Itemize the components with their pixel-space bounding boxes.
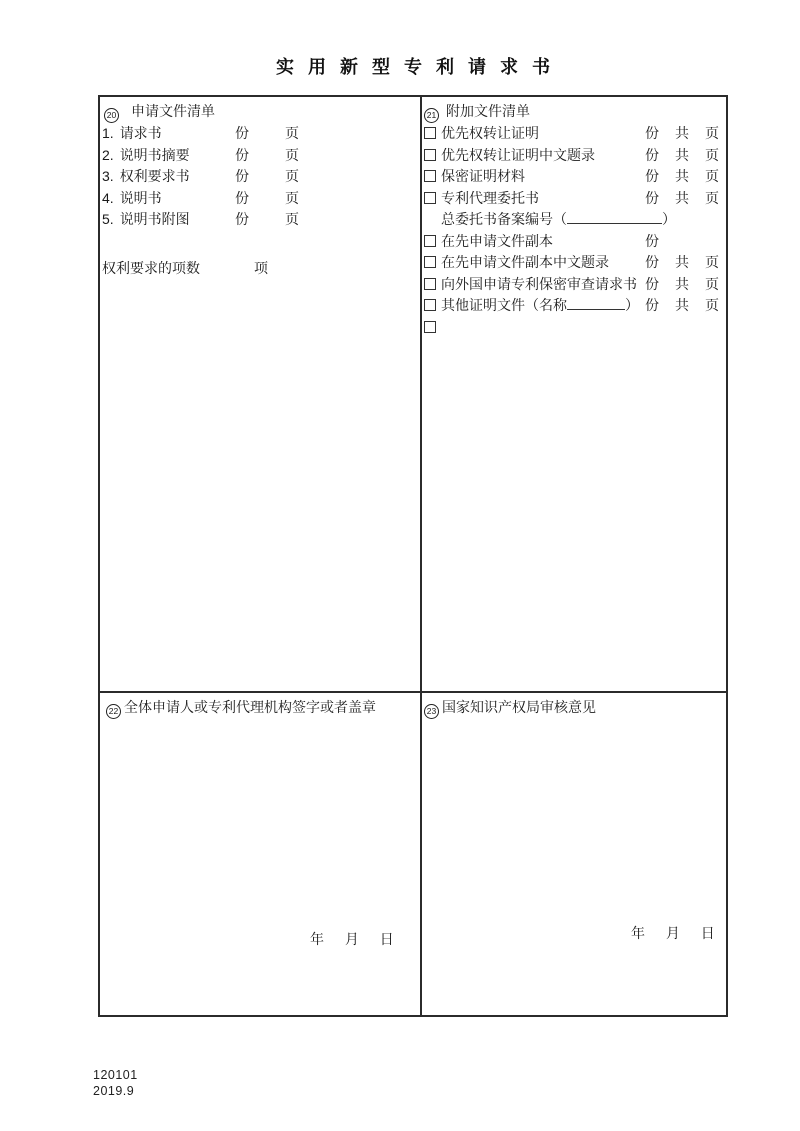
checkbox-icon[interactable] xyxy=(424,170,436,182)
date-line: 年 月 日 xyxy=(631,925,715,941)
item-label: 其他证明文件（名称 ） xyxy=(441,297,639,313)
unit-copies: 份 xyxy=(645,297,659,313)
item-label: 优先权转让证明 xyxy=(441,125,539,141)
list-item xyxy=(424,188,726,210)
item-label: 说明书 xyxy=(119,189,162,206)
page-title: 实用新型专利请求书 xyxy=(276,57,564,77)
circled-number-22-icon: 22 xyxy=(106,704,121,719)
list-item xyxy=(424,252,726,274)
unit-pages: 页 xyxy=(705,146,719,163)
unit-pages: 页 xyxy=(705,254,719,270)
checkbox-icon[interactable] xyxy=(424,149,436,161)
unit-copies: 份 xyxy=(645,168,659,184)
unit-pages: 页 xyxy=(285,189,299,206)
list-item xyxy=(424,295,726,317)
section-review xyxy=(422,693,726,1015)
form-version: 2019.9 xyxy=(93,1084,135,1098)
unit-copies: 份 xyxy=(645,275,659,292)
item-label: 请求书 xyxy=(119,125,162,141)
list-item xyxy=(424,231,726,253)
section-heading-signature xyxy=(106,698,418,719)
list-item xyxy=(424,166,726,188)
section-heading-label: 国家知识产权局审核意见 xyxy=(442,699,596,715)
section-heading-label: 附加文件清单 xyxy=(446,103,530,119)
item-number: 4. xyxy=(102,189,114,206)
section-heading-application-docs xyxy=(104,102,418,123)
item-number: 3. xyxy=(102,168,114,184)
section-application-docs xyxy=(100,97,422,693)
unit-pages: 页 xyxy=(705,275,719,292)
list-item xyxy=(102,209,418,231)
additional-doc-list xyxy=(424,123,726,338)
unit-pages: 页 xyxy=(285,125,299,141)
unit-copies: 份 xyxy=(645,254,659,270)
item-label: 说明书附图 xyxy=(119,211,190,227)
list-item xyxy=(102,123,418,145)
unit-total: 共 xyxy=(675,297,689,313)
unit-pages: 页 xyxy=(705,125,719,141)
unit-total: 共 xyxy=(675,254,689,270)
fill-in-blank[interactable] xyxy=(567,211,662,224)
list-item xyxy=(102,166,418,188)
unit-copies: 份 xyxy=(235,125,249,141)
unit-pages: 页 xyxy=(705,297,719,313)
circled-number-23-icon: 23 xyxy=(424,704,439,719)
application-doc-list xyxy=(102,123,418,231)
checkbox-icon[interactable] xyxy=(424,278,436,290)
section-heading-label: 全体申请人或专利代理机构签字或者盖章 xyxy=(124,699,376,715)
item-number: 2. xyxy=(102,146,114,163)
unit-copies: 份 xyxy=(645,232,659,249)
list-item xyxy=(424,317,726,339)
unit-total: 共 xyxy=(675,146,689,163)
unit-copies: 份 xyxy=(235,189,249,206)
claims-count-label: 权利要求的项数 xyxy=(102,260,200,276)
checkbox-icon[interactable] xyxy=(424,299,436,311)
unit-total: 共 xyxy=(675,189,689,206)
unit-total: 共 xyxy=(675,275,689,292)
unit-copies: 份 xyxy=(235,168,249,184)
item-label: 总委托书备案编号（ ） xyxy=(441,211,676,227)
unit-copies: 份 xyxy=(645,125,659,141)
list-item xyxy=(424,209,726,231)
unit-copies: 份 xyxy=(235,211,249,227)
checkbox-icon[interactable] xyxy=(424,235,436,247)
item-number: 1. xyxy=(102,125,114,141)
item-number: 5. xyxy=(102,211,114,227)
unit-copies: 份 xyxy=(235,146,249,163)
item-label: 向外国申请专利保密审查请求书 xyxy=(441,275,637,292)
item-label: 说明书摘要 xyxy=(119,146,190,163)
checkbox-icon[interactable] xyxy=(424,127,436,139)
item-label: 权利要求书 xyxy=(119,168,190,184)
claims-count-line xyxy=(102,258,418,280)
form-footer xyxy=(93,1067,138,1099)
checkbox-icon[interactable] xyxy=(424,321,436,333)
claims-count-unit: 项 xyxy=(254,260,268,276)
unit-pages: 页 xyxy=(705,168,719,184)
unit-pages: 页 xyxy=(285,211,299,227)
unit-pages: 页 xyxy=(285,146,299,163)
circled-number-20-icon: 20 xyxy=(104,108,119,123)
unit-copies: 份 xyxy=(645,189,659,206)
item-label: 保密证明材料 xyxy=(441,168,525,184)
section-additional-docs xyxy=(422,97,726,693)
unit-copies: 份 xyxy=(645,146,659,163)
item-label: 在先申请文件副本 xyxy=(441,232,553,249)
list-item xyxy=(102,145,418,167)
list-item xyxy=(102,188,418,210)
unit-total: 共 xyxy=(675,168,689,184)
unit-pages: 页 xyxy=(705,189,719,206)
unit-total: 共 xyxy=(675,125,689,141)
form-table xyxy=(98,95,728,1017)
section-heading-additional-docs xyxy=(424,102,724,123)
section-heading-label: 申请文件清单 xyxy=(131,103,215,119)
form-code: 120101 xyxy=(93,1068,138,1082)
date-line: 年 月 日 xyxy=(310,931,394,947)
checkbox-icon[interactable] xyxy=(424,192,436,204)
section-heading-review xyxy=(424,698,724,719)
fill-in-blank[interactable] xyxy=(567,297,625,310)
item-label: 优先权转让证明中文题录 xyxy=(441,146,595,163)
section-signature xyxy=(100,693,422,1015)
list-item xyxy=(424,123,726,145)
unit-pages: 页 xyxy=(285,168,299,184)
item-label: 专利代理委托书 xyxy=(441,189,539,206)
item-label: 在先申请文件副本中文题录 xyxy=(441,254,609,270)
list-item xyxy=(424,145,726,167)
checkbox-icon[interactable] xyxy=(424,256,436,268)
list-item xyxy=(424,274,726,296)
circled-number-21-icon: 21 xyxy=(424,108,439,123)
